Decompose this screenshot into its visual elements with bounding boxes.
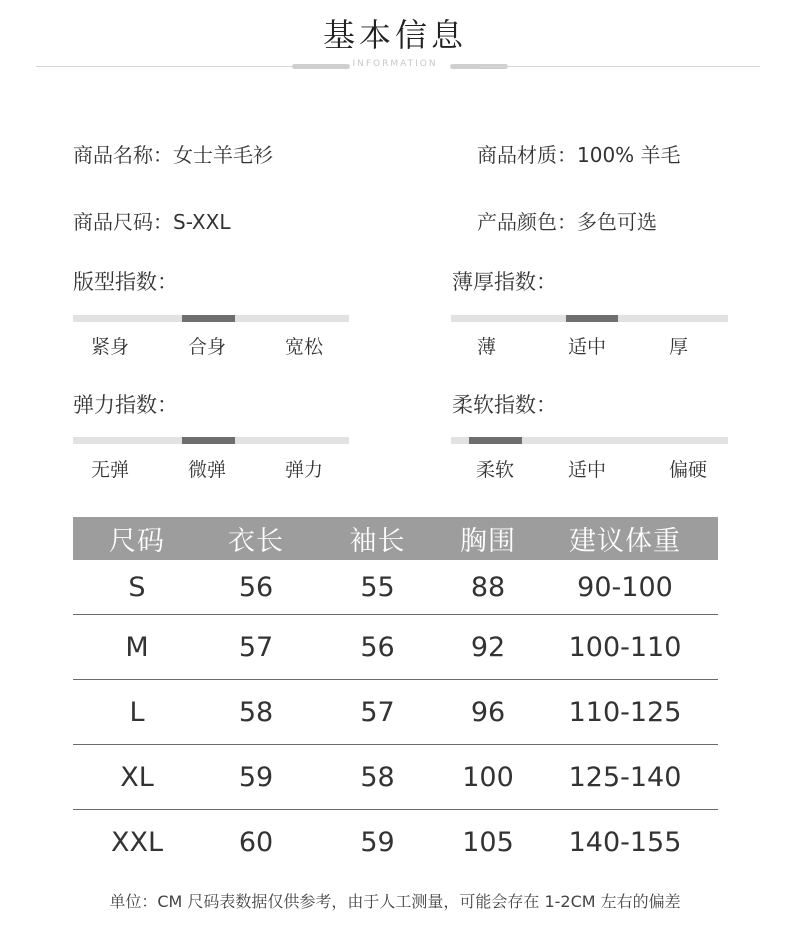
thickness-level-label: 适中 — [568, 336, 607, 358]
page-subtitle: INFORMATION — [352, 59, 438, 69]
elasticity-level-label: 弹力 — [285, 459, 324, 481]
softness-index-track — [451, 437, 728, 444]
table-row — [73, 745, 718, 810]
table-cell: 125-140 — [532, 745, 718, 810]
table-row — [73, 615, 718, 680]
table-cell: 60 — [238, 826, 274, 858]
thickness-level-label: 厚 — [669, 336, 689, 358]
table-cell: 59 — [360, 826, 395, 858]
column-header: 袖长 — [311, 517, 444, 560]
elasticity-index-track — [73, 437, 349, 444]
measurement-note: 单位：CM 尺码表数据仅供参考，由于人工测量，可能会存在 1-2CM 左右的偏差 — [109, 892, 681, 911]
table-row — [73, 810, 718, 875]
table-cell: 110-125 — [532, 680, 718, 745]
column-header: 建议体重 — [532, 517, 718, 560]
table-cell: L — [73, 680, 201, 745]
table-cell: XL — [73, 745, 201, 810]
column-header: 胸围 — [444, 517, 532, 560]
fit-index-indicator — [182, 315, 235, 322]
table-cell: 100 — [444, 745, 532, 810]
product-material: 商品材质：100% 羊毛 — [477, 143, 681, 167]
column-header: 尺码 — [73, 517, 201, 560]
table-cell: 88 — [444, 560, 532, 615]
divider-left — [36, 66, 316, 67]
softness-level-label: 适中 — [568, 459, 607, 481]
elasticity-level-label: 无弹 — [91, 459, 130, 481]
thickness-index-title: 薄厚指数： — [452, 270, 557, 294]
thickness-index-indicator — [566, 315, 618, 322]
fit-level-label: 紧身 — [91, 336, 130, 358]
table-cell: 59 — [201, 745, 311, 810]
table-cell: 56 — [311, 615, 444, 680]
table-row — [73, 680, 718, 745]
table-cell: 90-100 — [532, 560, 718, 615]
divider-right — [478, 66, 760, 67]
table-cell: 92 — [444, 615, 532, 680]
product-name: 商品名称：女士羊毛衫 — [73, 143, 273, 167]
size-table — [73, 517, 718, 874]
fit-level-label: 合身 — [188, 336, 227, 358]
table-cell: XXL — [110, 826, 164, 858]
softness-index-title: 柔软指数： — [452, 393, 557, 417]
elasticity-index-indicator — [182, 437, 235, 444]
table-cell: 55 — [311, 560, 444, 615]
table-cell: 56 — [201, 560, 311, 615]
softness-level-label: 柔软 — [476, 459, 515, 481]
table-cell: 100-110 — [532, 615, 718, 680]
thickness-index-track — [451, 315, 728, 322]
table-cell: 58 — [201, 680, 311, 745]
table-header-row — [73, 517, 718, 560]
table-cell: S — [73, 560, 201, 615]
table-cell: 96 — [444, 680, 532, 745]
elasticity-level-label: 微弹 — [188, 459, 227, 481]
table-cell: 140-155 — [568, 826, 682, 858]
column-header: 衣长 — [201, 517, 311, 560]
table-cell: 57 — [201, 615, 311, 680]
softness-index-indicator — [469, 437, 522, 444]
fit-level-label: 宽松 — [285, 336, 324, 358]
table-row — [73, 560, 718, 615]
softness-level-label: 偏硬 — [669, 459, 708, 481]
product-size: 商品尺码：S-XXL — [73, 210, 231, 234]
page-title: 基本信息 — [322, 16, 467, 54]
table-cell: M — [73, 615, 201, 680]
table-cell: 58 — [311, 745, 444, 810]
fit-index-track — [73, 315, 349, 322]
elasticity-index-title: 弹力指数： — [73, 393, 178, 417]
table-cell: 57 — [311, 680, 444, 745]
product-color: 产品颜色：多色可选 — [477, 210, 657, 234]
fit-index-title: 版型指数： — [73, 270, 178, 294]
thickness-level-label: 薄 — [477, 336, 497, 358]
table-cell: 105 — [462, 826, 514, 858]
